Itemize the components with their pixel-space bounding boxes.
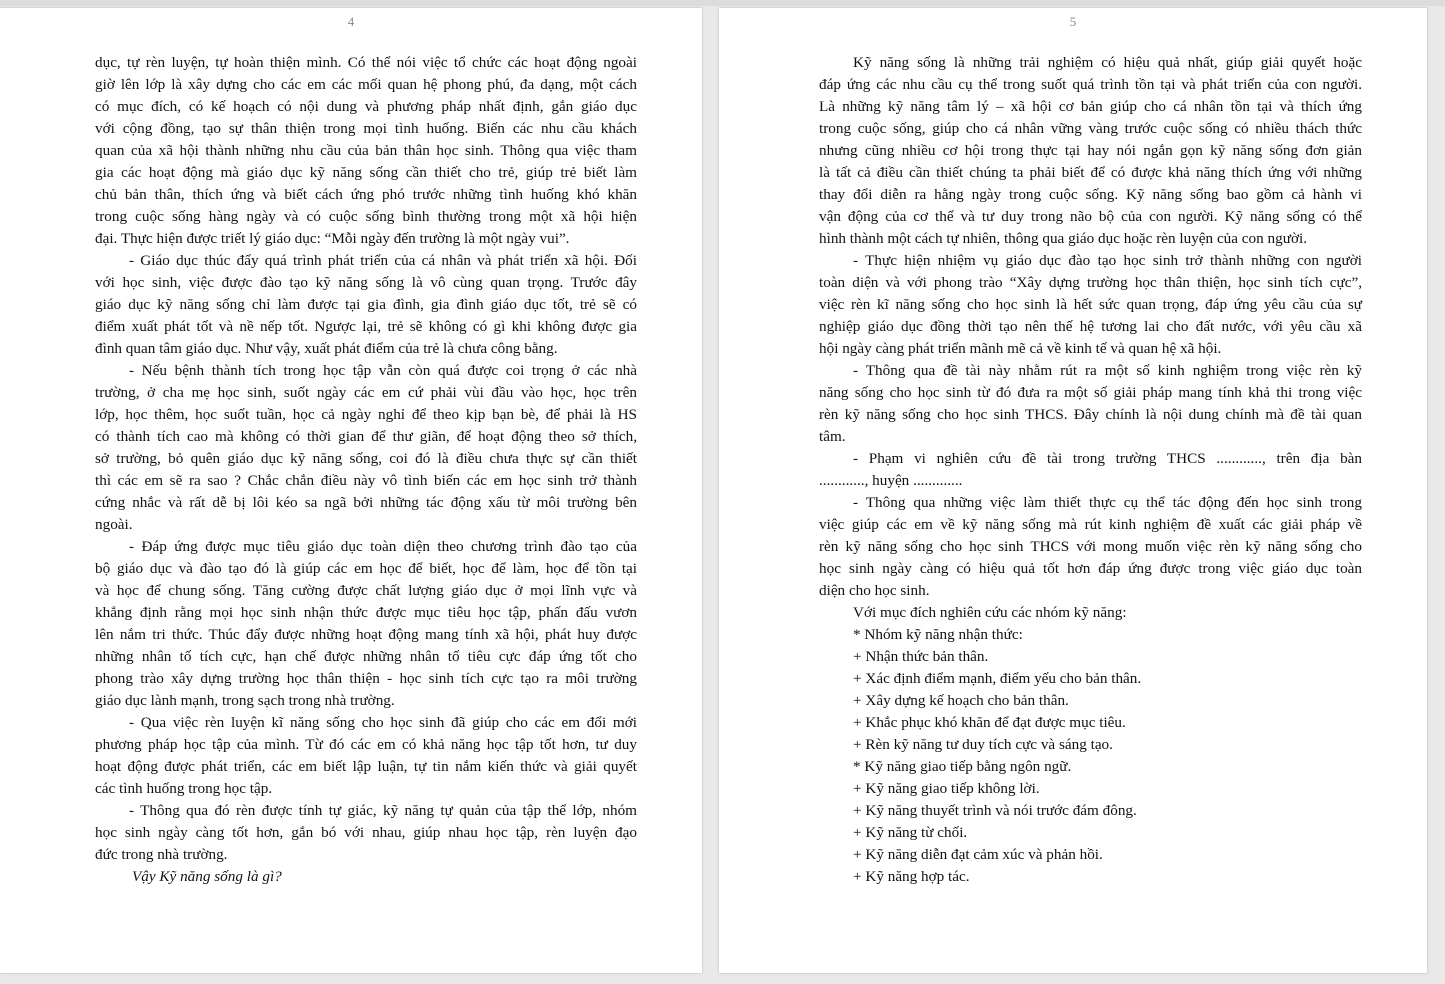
text-line: hình thành một cách tự nhiên, thông qua giáo dục hoặc rèn luyện của con người. bbox=[819, 230, 1308, 247]
text-line: với cộng đồng, tạo sự thân thiện trong mọi tình huống. Biến các nhu cầu khách bbox=[95, 120, 637, 137]
text-line: + Rèn kỹ năng tư duy tích cực và sáng tạo. bbox=[853, 736, 1113, 753]
text-line: - Đáp ứng được mục tiêu giáo dục toàn diện theo chương trình đào tạo của bbox=[129, 538, 637, 555]
text-line: học sinh ngày càng có hiệu quả tốt hơn đáp ứng được trong việc giáo dục toàn bbox=[819, 560, 1362, 577]
text-line: Là những kỹ năng tâm lý – xã hội cơ bản giúp cho cá nhân tồn tại và thích ứng bbox=[819, 98, 1362, 115]
text-line: phương pháp học tập của mình. Từ đó các em có khả năng học tập tốt hơn, tư duy bbox=[95, 736, 637, 753]
text-line: các tình huống trong học tập. bbox=[95, 780, 273, 797]
text-line: nhưng cũng nhiều cơ hội trong thực tại hay nói ngắn gọn kỹ năng sống đơn giản bbox=[819, 142, 1362, 159]
text-line: * Nhóm kỹ năng nhận thức: bbox=[853, 626, 1023, 643]
text-line: học sinh ngày càng tốt hơn, gắn bó với nhau, giúp nhau học tập, rèn luyện đạo bbox=[95, 824, 637, 841]
text-line: có mục đích, có kế hoạch có nội dung và phương pháp nhất định, gắn giáo dục bbox=[95, 98, 637, 115]
text-line: diện cho học sinh. bbox=[819, 582, 930, 599]
text-line: + Xác định điểm mạnh, điểm yếu cho bản thân. bbox=[853, 670, 1142, 687]
page-body-text[interactable] bbox=[819, 52, 1362, 888]
text-line: + Khắc phục khó khăn để đạt được mục tiêu. bbox=[853, 714, 1126, 731]
text-line: đức trong nhà trường. bbox=[95, 846, 228, 863]
page-number: 5 bbox=[1069, 14, 1077, 29]
text-line: - Giáo dục thúc đẩy quá trình phát triển của cá nhân và phát triển xã hội. Đối bbox=[129, 252, 637, 269]
text-line: có thành tích cao mà không có thời gian để thư giãn, để hoạt động theo sở thích, bbox=[95, 428, 637, 445]
text-line: rèn kỹ năng sống cho học sinh THCS với mong muốn việc rèn kỹ năng sống cho bbox=[819, 538, 1362, 555]
text-line: giờ lên lớp là xây dựng cho các em các mối quan hệ phong phú, đa dạng, một cách bbox=[95, 76, 637, 93]
text-line: trong cuộc sống, giúp cho cá nhân vững vàng trước cuộc sống có nhiều thách thức bbox=[819, 120, 1362, 137]
text-line: + Kỹ năng từ chối. bbox=[853, 824, 968, 841]
text-line: khẳng định rằng mọi học sinh nhận thức được mục tiêu học tập, phấn đấu vươn bbox=[95, 604, 637, 621]
text-line: + Xây dựng kế hoạch cho bản thân. bbox=[853, 692, 1069, 709]
text-line: gia các hoạt động mà giáo dục kỹ năng sống cần thiết cho trẻ, giúp trẻ biết làm bbox=[95, 164, 637, 181]
text-line: hoạt động được phát triển, các em biết lập luận, tự tin nắm kiến thức và giải quyết bbox=[95, 758, 637, 775]
document-page-4[interactable] bbox=[0, 8, 702, 973]
text-line: - Phạm vi nghiên cứu đề tài trong trường THCS ............, trên địa bàn bbox=[853, 450, 1362, 467]
text-line: trường, ở cha mẹ học sinh, suốt ngày các em cứ phải vùi đầu vào học, học trên bbox=[95, 384, 637, 401]
text-line: giáo dục lành mạnh, trong sạch trong nhà trường. bbox=[95, 692, 395, 709]
text-line: * Kỹ năng giao tiếp bằng ngôn ngữ. bbox=[853, 758, 1072, 775]
text-line: + Kỹ năng giao tiếp không lời. bbox=[853, 780, 1040, 797]
text-line: - Nếu bệnh thành tích trong học tập vẫn còn quá được coi trọng ở các nhà bbox=[129, 362, 637, 379]
text-line: chủ bản thân, thích ứng và biết cách ứng phó trước những tình huống khó khăn bbox=[95, 186, 637, 203]
text-line: toàn diện và với phong trào “Xây dựng trường học thân thiện, học sinh tích cực”, bbox=[819, 274, 1362, 291]
text-line: phong trào xây dựng trường học thân thiện - học sinh tích cực tạo ra môi trường bbox=[95, 670, 637, 687]
text-line: + Kỹ năng hợp tác. bbox=[853, 868, 970, 885]
text-line: vận động của cơ thể và tư duy trong não bộ của con người. Kỹ năng sống có thể bbox=[819, 208, 1362, 225]
text-line: những nhân tố tích cực, hạn chế được những nhân tố tiêu cực đáp ứng tốt cho bbox=[95, 648, 637, 665]
page-number: 4 bbox=[347, 14, 355, 29]
document-page-5[interactable] bbox=[719, 8, 1427, 973]
text-line: đại. Thực hiện được triết lý giáo dục: “Mỗi ngày đến trường là một ngày vui”. bbox=[95, 230, 570, 247]
text-line: tâm. bbox=[819, 428, 846, 445]
text-line: nghiệp giáo dục đồng thời tạo nên thế hệ tương lai cho đất nước, với yêu cầu xã bbox=[819, 318, 1362, 335]
text-line: + Nhận thức bản thân. bbox=[853, 648, 989, 665]
text-line: Kỹ năng sống là những trải nghiệm có hiệu quả nhất, giúp giải quyết hoặc bbox=[853, 54, 1362, 71]
text-line: việc rèn kĩ năng sống cho học sinh là hết sức quan trọng, đáp ứng yêu cầu của sự bbox=[819, 296, 1362, 313]
text-line: trong cuộc sống hàng ngày và có cuộc sống bình thường trong một xã hội hiện bbox=[95, 208, 637, 225]
text-line: hội ngày càng phát triển mãnh mẽ cả về kinh tế và quan hệ xã hội. bbox=[819, 340, 1222, 357]
text-line: thay đổi diễn ra hằng ngày trong cuộc sống. Kỹ năng sống bao gồm cả hành vi bbox=[819, 186, 1362, 203]
text-line: đáp ứng các nhu cầu cụ thể trong suốt quá trình tồn tại và phát triển của con người. bbox=[819, 76, 1362, 93]
text-line: rèn kỹ năng sống cho học sinh THCS. Đây chính là nội dung chính mà đề tài quan bbox=[819, 406, 1362, 423]
text-line: điểm xuất phát tốt và nề nếp tốt. Ngược lại, trẻ sẽ không có gì khi không được gia bbox=[95, 318, 637, 335]
text-line: dục, tự rèn luyện, tự hoàn thiện mình. Có thể nói việc tổ chức các hoạt động ngoài bbox=[95, 54, 637, 71]
text-line: việc giúp các em về kỹ năng sống mà rút kinh nghiệm đề xuất các giải pháp về bbox=[819, 516, 1362, 533]
text-line: năng sống cho học sinh từ đó đưa ra một số giải pháp mang tính khả thi trong việc bbox=[819, 384, 1362, 401]
text-line: với học sinh, việc được đào tạo kỹ năng sống là vô cùng quan trọng. Trước đây bbox=[95, 274, 637, 291]
text-line: lên nắm tri thức. Thúc đẩy được những hoạt động mang tính xã hội, phát huy được bbox=[95, 626, 637, 643]
text-line: + Kỹ năng thuyết trình và nói trước đám đông. bbox=[853, 802, 1137, 819]
text-line: - Thông qua đề tài này nhằm rút ra một số kinh nghiệm trong việc rèn kỹ bbox=[853, 362, 1362, 379]
text-line: quan của xã hội thành những nhu cầu của bản thân học sinh. Thông qua việc tham bbox=[95, 142, 637, 159]
text-line: - Thông qua đó rèn được tính tự giác, kỹ năng tự quản của tập thể lớp, nhóm bbox=[129, 802, 637, 819]
text-line: là tất cả điều cần thiết chúng ta phải biết để có được khả năng thích ứng với những bbox=[819, 164, 1362, 181]
text-line: Với mục đích nghiên cứu các nhóm kỹ năng: bbox=[853, 604, 1127, 621]
text-line: bộ giáo dục và đào tạo đó là giúp các em học để biết, học để làm, học để tồn tại bbox=[95, 560, 637, 577]
text-line: và học để chung sống. Tăng cường được chất lượng giáo dục ở mọi lĩnh vực và bbox=[95, 582, 637, 599]
text-line: đình quan tâm giáo dục. Như vậy, xuất phát điểm của trẻ là chưa công bằng. bbox=[95, 340, 558, 357]
text-line: Vậy Kỹ năng sống là gì? bbox=[132, 868, 282, 885]
text-line: - Thực hiện nhiệm vụ giáo dục đào tạo học sinh trở thành những con người bbox=[853, 252, 1362, 269]
text-line: sở trường, bỏ quên giáo dục kỹ năng sống, coi đó là điều chưa thực sự cần thiết bbox=[95, 450, 637, 467]
text-line: giáo dục kỹ năng sống chỉ làm được tại gia đình, gia đình giáo dục tốt, trẻ sẽ có bbox=[95, 296, 637, 313]
text-line: lớp, học thêm, học suốt tuần, học cả ngày nghỉ để theo kịp bạn bè, để phải là HS bbox=[95, 406, 637, 423]
top-ruler-bar bbox=[0, 0, 1445, 6]
text-line: - Thông qua những việc làm thiết thực cụ thể tác động đến học sinh trong bbox=[853, 494, 1362, 511]
text-line: + Kỹ năng diễn đạt cảm xúc và phản hồi. bbox=[853, 846, 1103, 863]
text-line: - Qua việc rèn luyện kĩ năng sống cho học sinh đã giúp cho các em đổi mới bbox=[129, 714, 637, 731]
text-line: thì các em sẽ ra sao ? Chắc chắn điều này vô tình biến các em học sinh trở thành bbox=[95, 472, 637, 489]
page-body-text[interactable] bbox=[95, 52, 637, 888]
text-line: ngoài. bbox=[95, 516, 133, 533]
text-line: cứng nhắc và rất dễ bị lôi kéo sa ngã bởi những tác động xấu từ môi trường bên bbox=[95, 494, 637, 511]
text-line: ............, huyện ............. bbox=[819, 472, 963, 489]
